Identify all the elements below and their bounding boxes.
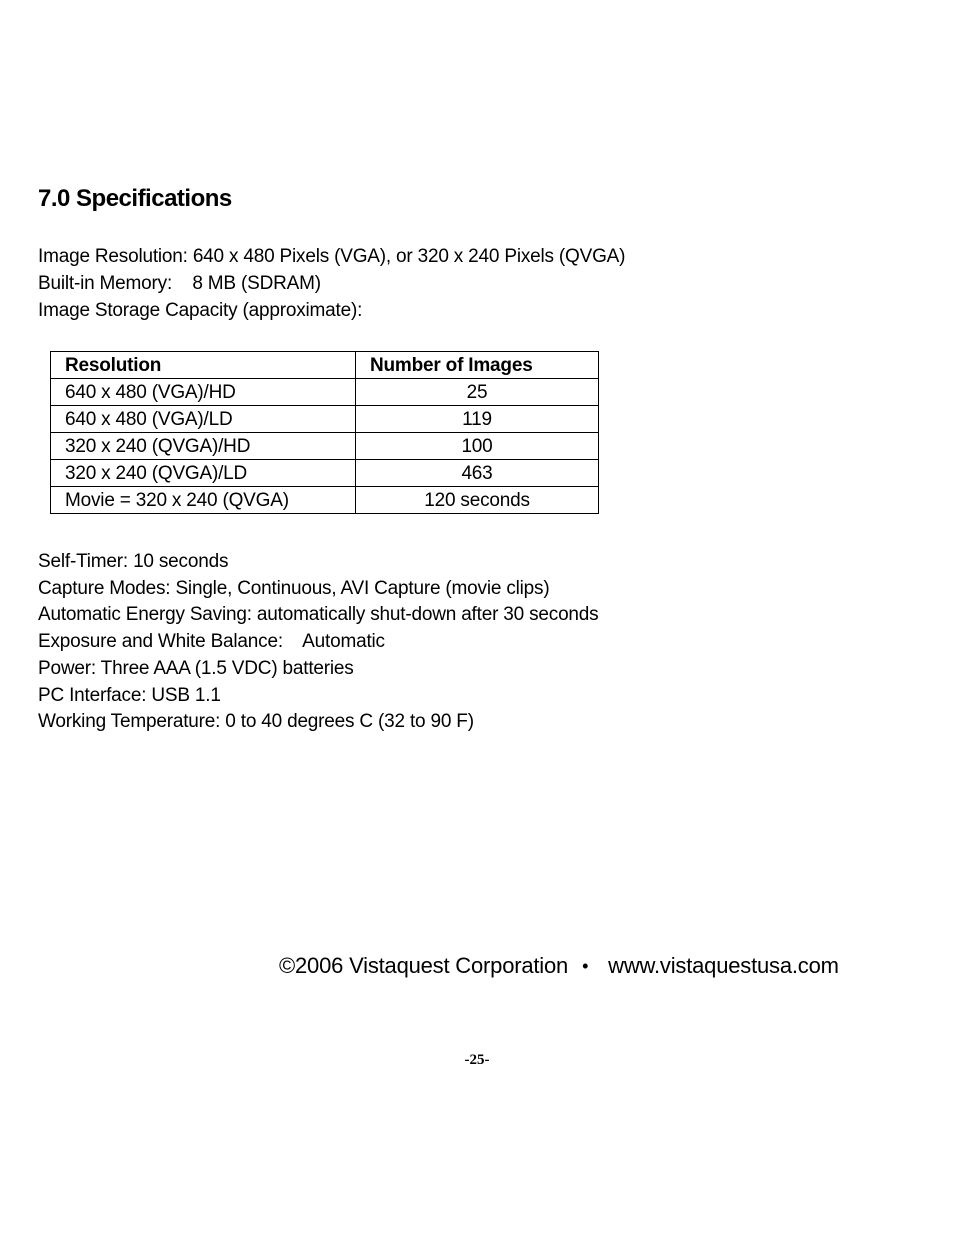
table-cell-number-of-images: 119 bbox=[356, 406, 599, 433]
exposure-white-balance-line: Exposure and White Balance: Automatic bbox=[38, 631, 385, 653]
website-link[interactable]: www.vistaquestusa.com bbox=[608, 953, 839, 978]
image-resolution-line: Image Resolution: 640 x 480 Pixels (VGA), or 320 x 240 Pixels (QVGA) bbox=[38, 246, 626, 267]
section-heading: 7.0 Specifications bbox=[38, 185, 232, 212]
storage-capacity-table bbox=[50, 351, 599, 514]
storage-capacity-line: Image Storage Capacity (approximate): bbox=[38, 300, 363, 321]
table-cell-number-of-images: 120 seconds bbox=[356, 487, 599, 514]
power-line: Power: Three AAA (1.5 VDC) batteries bbox=[38, 657, 354, 679]
table-row bbox=[51, 487, 599, 514]
intro-block bbox=[38, 243, 625, 324]
table-cell-resolution: 640 x 480 (VGA)/HD bbox=[51, 379, 356, 406]
column-header-number-of-images: Number of Images bbox=[356, 352, 599, 379]
pc-interface-line: PC Interface: USB 1.1 bbox=[38, 684, 221, 706]
table-cell-resolution: 640 x 480 (VGA)/LD bbox=[51, 406, 356, 433]
table-cell-resolution: 320 x 240 (QVGA)/HD bbox=[51, 433, 356, 460]
table-cell-number-of-images: 100 bbox=[356, 433, 599, 460]
bullet-separator: • bbox=[582, 956, 589, 976]
table-cell-resolution: Movie = 320 x 240 (QVGA) bbox=[51, 487, 356, 514]
self-timer-line: Self-Timer: 10 seconds bbox=[38, 551, 229, 572]
working-temperature-line: Working Temperature: 0 to 40 degrees C (32 to 90 F) bbox=[38, 711, 474, 733]
built-in-memory-line: Built-in Memory: 8 MB (SDRAM) bbox=[38, 273, 321, 294]
energy-saving-line: Automatic Energy Saving: automatically shut-down after 30 seconds bbox=[38, 604, 599, 626]
page-footer bbox=[279, 951, 839, 981]
table-row bbox=[51, 460, 599, 487]
table-header-row bbox=[51, 352, 599, 379]
copyright-text: ©2006 Vistaquest Corporation bbox=[279, 953, 569, 978]
table-row bbox=[51, 433, 599, 460]
page-number: -25- bbox=[464, 1052, 490, 1068]
capture-modes-line: Capture Modes: Single, Continuous, AVI Capture (movie clips) bbox=[38, 577, 550, 599]
table-row bbox=[51, 406, 599, 433]
table-cell-number-of-images: 463 bbox=[356, 460, 599, 487]
table-row bbox=[51, 379, 599, 406]
table-cell-resolution: 320 x 240 (QVGA)/LD bbox=[51, 460, 356, 487]
table-cell-number-of-images: 25 bbox=[356, 379, 599, 406]
column-header-resolution: Resolution bbox=[51, 352, 356, 379]
specifications-list bbox=[38, 549, 598, 736]
